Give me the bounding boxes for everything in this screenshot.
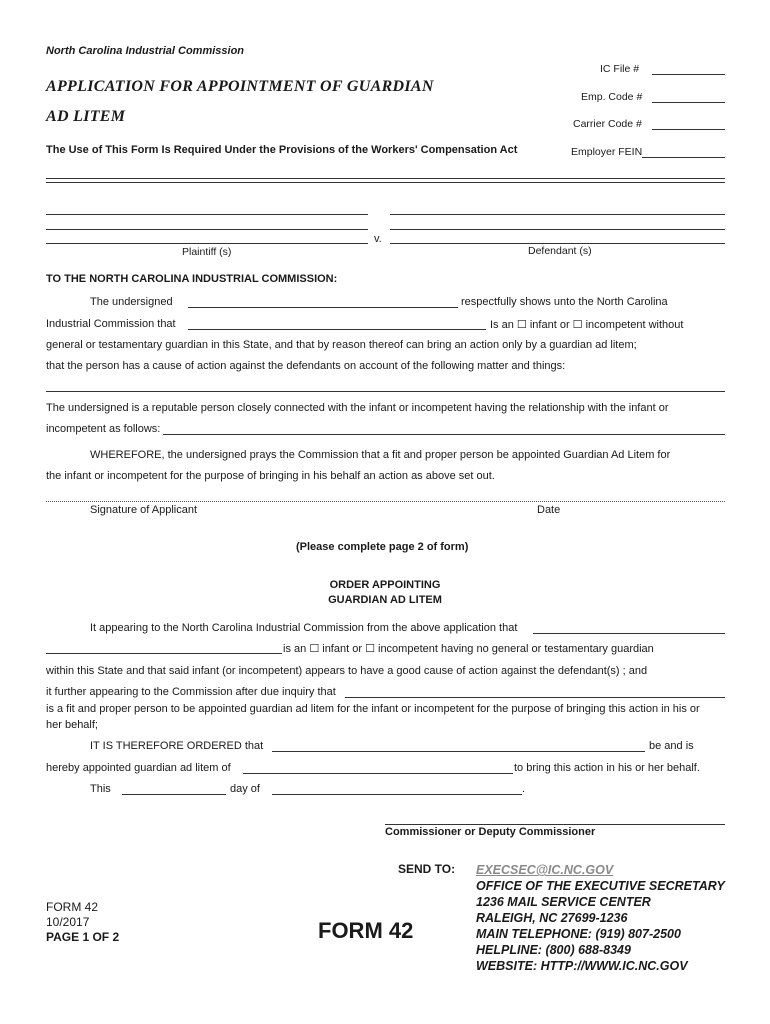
within-state-text: within this State and that said infant (or incompetent) appears to have a good cause of action against the defendant(s) ; and [46,665,648,677]
signature-label: Signature of Applicant [90,504,198,516]
form-title-line1: APPLICATION FOR APPOINTMENT OF GUARDIAN [46,78,434,95]
plaintiff-line-2[interactable] [46,229,368,230]
page-number: PAGE 1 OF 2 [46,930,120,944]
incompetent-as-follows-text: incompetent as follows: [46,423,161,435]
be-and-is-text: be and is [649,740,694,752]
defendant-label: Defendant (s) [528,245,592,257]
order-is-an-text: is an [283,643,307,655]
order-infant-label: infant or [322,643,362,655]
relationship-field[interactable] [163,434,725,435]
form-42-badge: FORM 42 [318,918,414,943]
header-divider [46,178,725,183]
ward-field[interactable] [243,773,513,774]
cause-of-action-text: that the person has a cause of action against the defendants on account of the following matter and things: [46,360,566,372]
fit-proper-text: is a fit and proper person to be appointed guardian ad litem for the infant or incompetent for the purpose of bringing this action in his or [46,703,700,715]
therefore-ordered-text: IT IS THEREFORE ORDERED that [90,740,264,752]
agency-name: North Carolina Industrial Commission [46,45,245,57]
plaintiff-line-3[interactable] [46,243,368,244]
commissioner-label: Commissioner or Deputy Commissioner [385,826,596,838]
defendant-line-2[interactable] [390,229,725,230]
form-title-line2: AD LITEM [46,108,126,125]
order-heading-line1: ORDER APPOINTING [329,579,441,591]
appearing-text: It appearing to the North Carolina Industrial Commission from the above application that [90,622,518,634]
order-incompetent-label: incompetent having no general or testamentary guardian [378,643,654,655]
plaintiff-label: Plaintiff (s) [182,246,232,258]
to-bring-text: to bring this action in his or her behalf. [514,762,700,774]
email-link[interactable]: EXECSEC@IC.NC.GOV [476,863,614,877]
date-label: Date [537,504,561,516]
form-number-label: FORM 42 [46,900,99,914]
commissioner-signature-line[interactable] [385,824,725,825]
complete-page-2-note: (Please complete page 2 of form) [296,541,469,553]
wherefore-text: WHEREFORE, the undersigned prays the Commission that a fit and proper person be appointed Guardian Ad Litem for [90,449,671,461]
general-guardian-text: general or testamentary guardian in this State, and that by reason thereof can bring an action only by a guardian ad litem; [46,339,637,351]
website-link[interactable]: WEBSITE: HTTP://WWW.IC.NC.GOV [476,959,688,973]
day-of-text: day of [230,783,260,795]
order-applicant-field-a[interactable] [533,633,725,634]
office-name: OFFICE OF THE EXECUTIVE SECRETARY [476,879,725,893]
order-infant-checkbox[interactable]: ☐ [309,643,320,655]
reputable-person-text: The undersigned is a reputable person closely connected with the infant or incompetent having the relationship with the infant or [46,402,669,414]
application-heading: TO THE NORTH CAROLINA INDUSTRIAL COMMISSION: [46,273,338,285]
applicant-name-field[interactable] [188,307,458,308]
ward-name-field[interactable] [188,329,486,330]
ic-file-field[interactable] [652,74,725,75]
defendant-line-1[interactable] [390,214,725,215]
day-field[interactable] [122,794,226,795]
ic-file-label: IC File # [600,63,640,75]
employer-fein-field[interactable] [642,157,725,158]
versus-label: v. [374,233,382,245]
signature-date-line[interactable] [46,501,725,502]
order-incompetent-checkbox[interactable]: ☐ [365,643,375,655]
wherefore-continued-text: the infant or incompetent for the purpose of bringing in his behalf an action as above set out. [46,470,495,482]
plaintiff-line-1[interactable] [46,214,368,215]
infant-checkbox[interactable]: ☐ [516,319,527,331]
infant-label: infant or [529,319,570,331]
respectfully-text: respectfully shows unto the North Carolina [461,296,668,308]
month-year-field[interactable] [272,794,522,795]
ordered-appointee-field[interactable] [272,751,645,752]
period-text: . [522,783,526,795]
hereby-appointed-text: hereby appointed guardian ad litem of [46,762,231,774]
emp-code-field[interactable] [652,102,725,103]
helpline: HELPLINE: (800) 688-8349 [476,943,631,957]
employer-fein-label: Employer FEIN [571,146,643,158]
form-subtitle: The Use of This Form Is Required Under the Provisions of the Workers' Compensation Act [46,144,518,156]
her-behalf-text: her behalf; [46,719,98,731]
defendant-line-3[interactable] [390,243,725,244]
is-an-option-row [490,318,683,331]
order-heading-line2: GUARDIAN AD LITEM [328,594,442,606]
matters-field[interactable] [46,391,725,392]
order-applicant-field-b[interactable] [46,653,282,654]
undersigned-label: The undersigned [90,296,173,308]
carrier-code-label: Carrier Code # [573,118,642,130]
carrier-code-field[interactable] [652,129,725,130]
order-is-an-option-row [283,642,654,655]
form-revision: 10/2017 [46,915,90,929]
commission-that-text: Industrial Commission that [46,318,176,330]
send-to-label: SEND TO: [398,862,456,876]
main-telephone: MAIN TELEPHONE: (919) 807-2500 [476,927,681,941]
street-address: 1236 MAIL SERVICE CENTER [476,895,651,909]
incompetent-label: incompetent without [585,319,684,331]
appointee-field[interactable] [345,697,725,698]
incompetent-checkbox[interactable]: ☐ [572,319,583,331]
emp-code-label: Emp. Code # [581,91,643,103]
further-appearing-text: it further appearing to the Commission after due inquiry that [46,686,336,698]
city-address: RALEIGH, NC 27699-1236 [476,911,628,925]
this-text: This [90,783,111,795]
is-an-text: Is an [490,319,514,331]
